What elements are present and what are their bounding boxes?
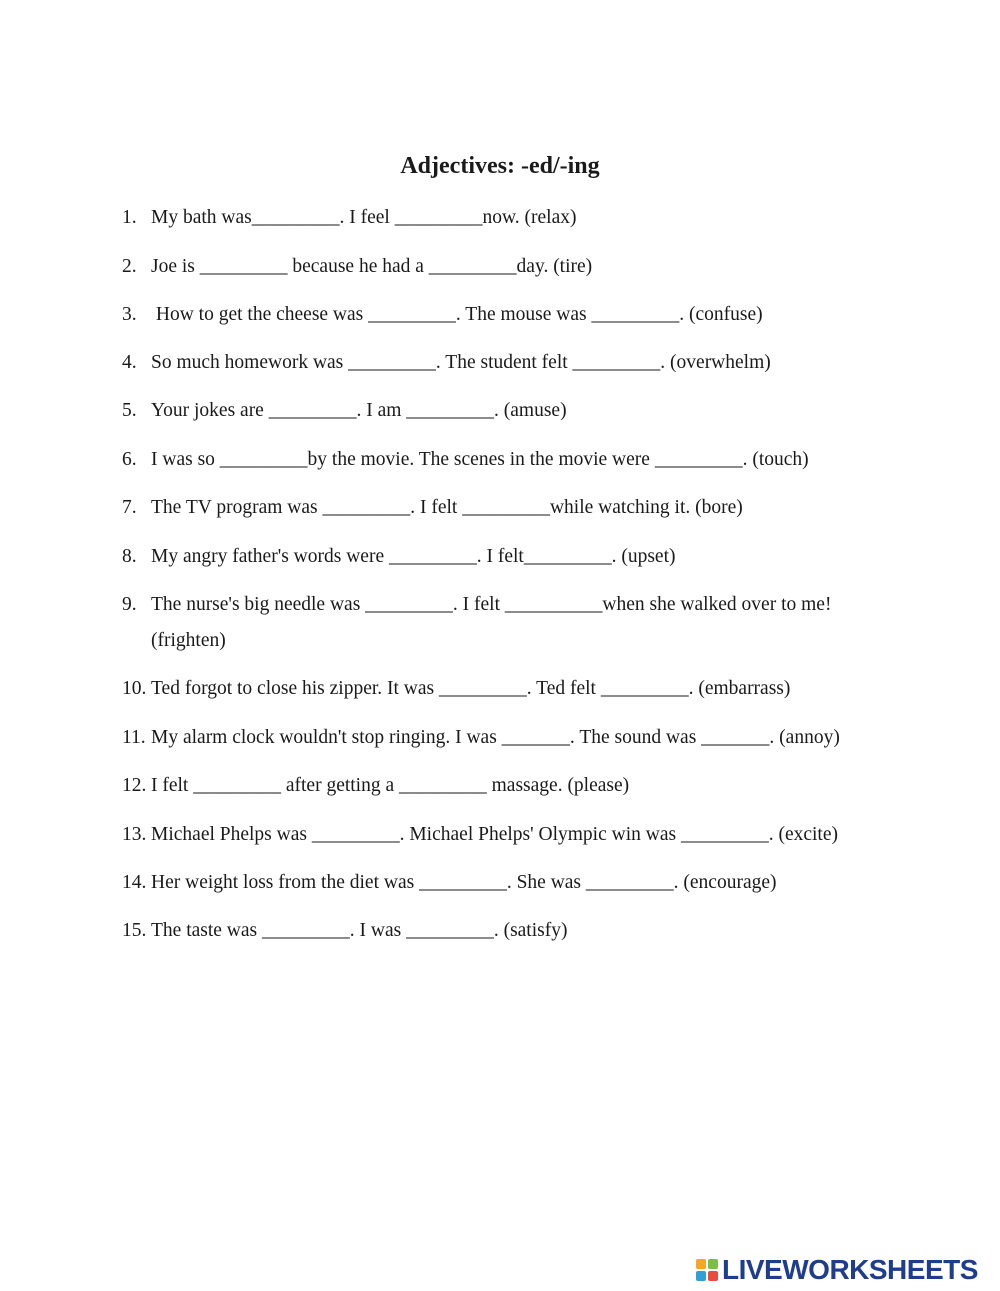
item-text: My alarm clock wouldn't stop ringing. I was _______. The sound was _______. (annoy) <box>151 727 840 748</box>
item-number: 15. <box>122 920 147 941</box>
item-text: Joe is _________ because he had a _________day. (tire) <box>151 256 593 277</box>
item-number: 13. <box>122 824 147 845</box>
exercise-item-2 <box>122 249 922 285</box>
item-text: Michael Phelps was _________. Michael Phelps' Olympic win was _________. (excite) <box>151 824 838 845</box>
item-text: The nurse's big needle was _________. I felt __________when she walked over to me! <box>151 594 832 615</box>
item-text: I was so _________by the movie. The scenes in the movie were _________. (touch) <box>151 449 809 470</box>
item-number: 10. <box>122 678 147 699</box>
item-number: 6. <box>122 449 137 470</box>
item-number: 7. <box>122 497 137 518</box>
item-number: 11. <box>122 727 146 748</box>
item-number: 5. <box>122 400 137 421</box>
item-number: 14. <box>122 872 147 893</box>
exercise-item-11 <box>122 720 922 756</box>
item-text: How to get the cheese was _________. The mouse was _________. (confuse) <box>151 304 763 325</box>
item-number: 9. <box>122 594 137 615</box>
item-text: Your jokes are _________. I am _________. (amuse) <box>151 400 567 421</box>
item-text: Her weight loss from the diet was _________. She was _________. (encourage) <box>151 872 777 893</box>
item-text: My bath was_________. I feel _________now. (relax) <box>151 207 577 228</box>
item-text: So much homework was _________. The student felt _________. (overwhelm) <box>151 352 771 373</box>
exercise-item-3 <box>122 297 922 333</box>
item-number: 12. <box>122 775 147 796</box>
logo-text: LIVEWORKSHEETS <box>722 1254 978 1285</box>
item-text: The TV program was _________. I felt _________while watching it. (bore) <box>151 497 743 518</box>
item-text: Ted forgot to close his zipper. It was _________. Ted felt _________. (embarrass) <box>151 678 791 699</box>
exercise-item-12 <box>122 768 922 804</box>
item-text: The taste was _________. I was _________. (satisfy) <box>151 920 568 941</box>
item-number: 4. <box>122 352 137 373</box>
logo-block-3 <box>696 1271 706 1281</box>
liveworksheets-logo[interactable] <box>696 1253 978 1287</box>
logo-block-2 <box>708 1259 718 1269</box>
exercise-item-15 <box>122 913 922 949</box>
worksheet-title: Adjectives: -ed/-ing <box>400 153 600 179</box>
exercise-item-8 <box>122 539 922 575</box>
liveworksheets-blocks-icon <box>696 1259 718 1281</box>
exercise-item-1 <box>122 200 922 236</box>
exercise-item-9-continuation: (frighten) <box>151 630 226 651</box>
item-number: 3. <box>122 304 137 325</box>
exercise-item-10 <box>122 671 922 707</box>
item-number: 1. <box>122 207 137 228</box>
logo-block-4 <box>708 1271 718 1281</box>
exercise-item-7 <box>122 490 922 526</box>
item-text: My angry father's words were _________. I felt_________. (upset) <box>151 546 676 567</box>
item-text: I felt _________ after getting a _________ massage. (please) <box>151 775 630 796</box>
item-number: 2. <box>122 256 137 277</box>
exercise-item-4 <box>122 345 922 381</box>
logo-block-1 <box>696 1259 706 1269</box>
item-number: 8. <box>122 546 137 567</box>
exercise-item-14 <box>122 865 922 901</box>
exercise-item-13 <box>122 817 922 853</box>
exercise-item-9 <box>122 587 922 623</box>
exercise-item-6 <box>122 442 922 478</box>
exercise-item-5 <box>122 393 922 429</box>
